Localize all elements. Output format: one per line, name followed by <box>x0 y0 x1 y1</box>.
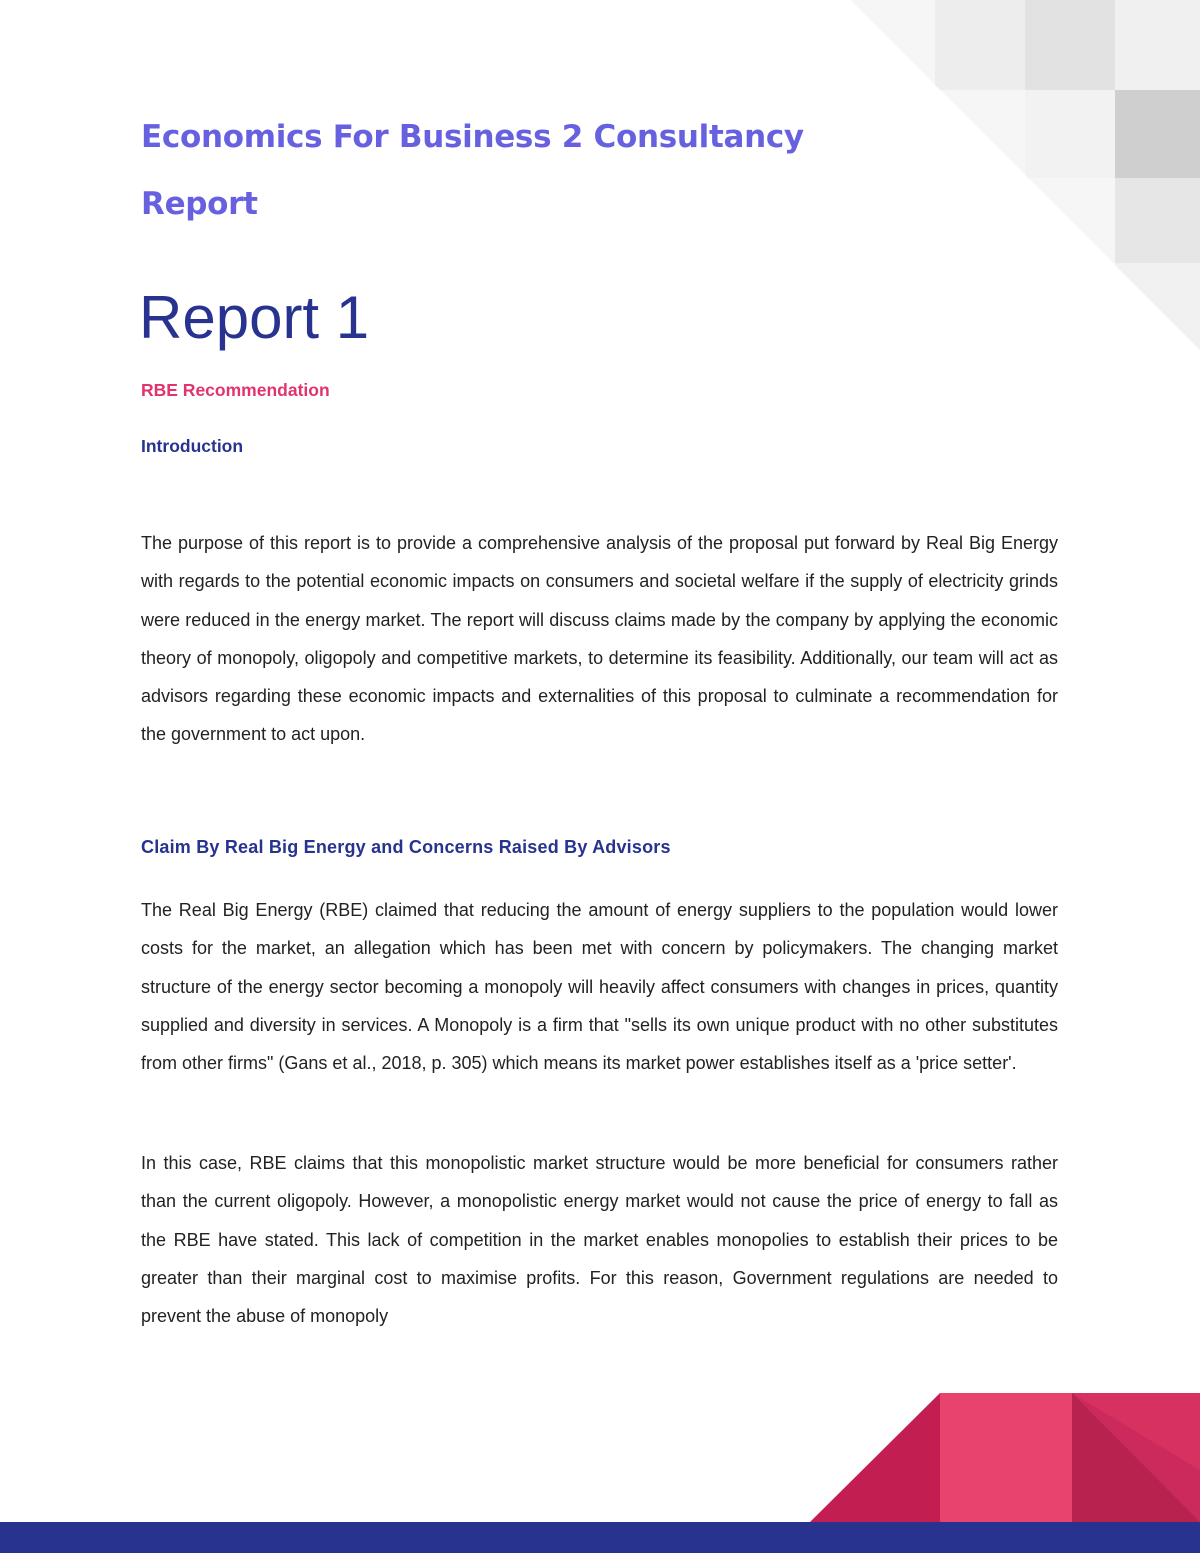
claim-paragraph-2: In this case, RBE claims that this monopolistic market structure would be more beneficial for consumers rather than the current oligopoly. However, a monopolistic energy market would not cause the price of energy to fall as the RBE have stated. This lack of competition in the market enables monopolies to establish their prices to be greater than their marginal cost to maximise profits. For this reason, Government regulations are needed to prevent the abuse of monopoly <box>141 1153 1058 1327</box>
document-title: Economics For Business 2 Consultancy Report <box>141 119 804 222</box>
top-right-gray-pattern <box>850 0 1200 350</box>
claim-paragraph-1: The Real Big Energy (RBE) claimed that reducing the amount of energy suppliers to the population would lower costs for the market, an allegation which has been met with concern by policymakers. The changing market structure of the energy sector becoming a monopoly will heavily affect consumers with changes in prices, quantity supplied and diversity in services. A Monopoly is a firm that "sells its own unique product with no other substitutes from other firms" (Gans et al., 2018, p. 305) which means its market power establishes itself as a 'price setter'. <box>141 900 1058 1074</box>
bottom-right-pink-shapes <box>810 1393 1200 1522</box>
report-heading: Report 1 <box>139 284 370 351</box>
section-heading-claim: Claim By Real Big Energy and Concerns Raised By Advisors <box>141 837 671 857</box>
section-heading-introduction: Introduction <box>141 436 244 456</box>
footer-bar <box>0 1522 1200 1553</box>
intro-paragraph: The purpose of this report is to provide a comprehensive analysis of the proposal put forward by Real Big Energy with regards to the potential economic impacts on consumers and societal welfare if the supply of electricity grinds were reduced in the energy market. The report will discuss claims made by the company by applying the economic theory of monopoly, oligopoly and competitive markets, to determine its feasibility. Additionally, our team will act as advisors regarding these economic impacts and externalities of this proposal to culminate a recommendation for the government to act upon. <box>141 533 1058 745</box>
subheading-recommendation: RBE Recommendation <box>141 380 330 400</box>
